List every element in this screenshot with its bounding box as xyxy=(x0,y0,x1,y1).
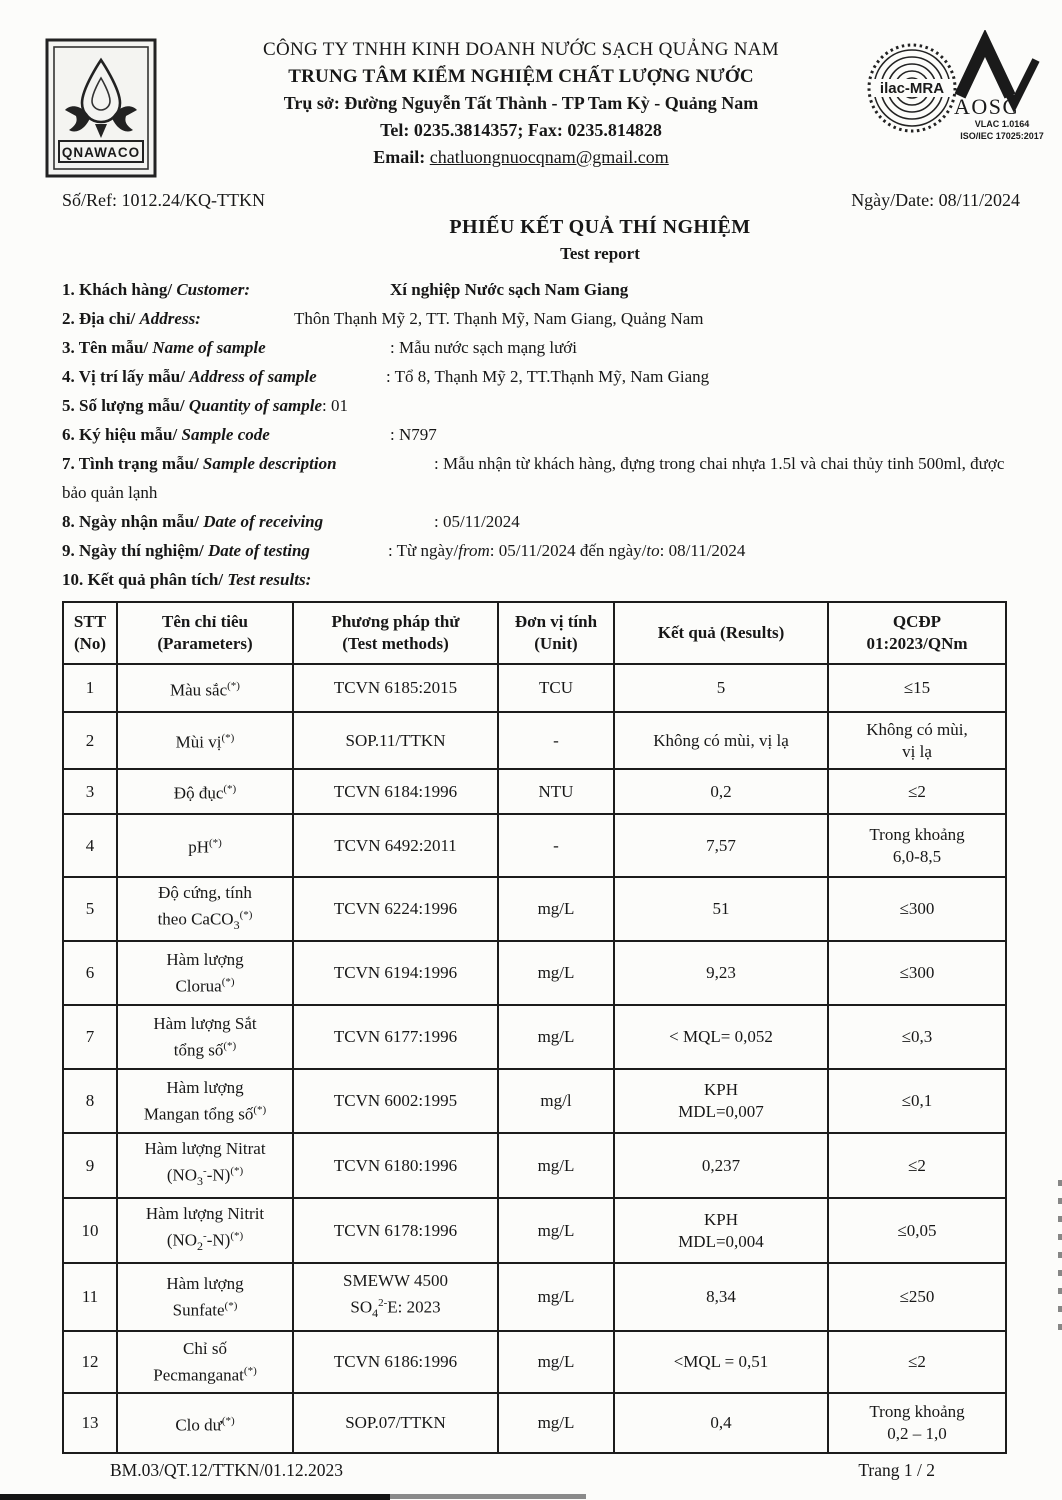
info-value: : Tổ 8, Thạnh Mỹ 2, TT.Thạnh Mỹ, Nam Giang xyxy=(386,367,710,386)
column-header: STT (No) xyxy=(63,602,117,664)
table-cell: TCVN 6224:1996 xyxy=(293,877,498,941)
table-cell: <MQL = 0,51 xyxy=(614,1331,828,1393)
table-cell: KPH MDL=0,004 xyxy=(614,1198,828,1263)
info-label-en: Date of receiving xyxy=(203,512,324,531)
aosc-vlac-text: VLAC 1.0164 xyxy=(974,119,1030,129)
table-cell: TCVN 6185:2015 xyxy=(293,664,498,712)
table-cell: ≤0,05 xyxy=(828,1198,1006,1263)
table-cell: 1 xyxy=(63,664,117,712)
table-row xyxy=(63,1263,1006,1331)
table-cell: Mùi vị(*) xyxy=(117,712,293,769)
info-label-vi: 9. Ngày thí nghiệm/ xyxy=(62,541,204,560)
tel-fax-line: Tel: 0235.3814357; Fax: 0235.814828 xyxy=(380,120,662,140)
table-cell: mg/L xyxy=(498,1263,614,1331)
info-quantity xyxy=(62,391,1020,420)
info-label-vi: 10. Kết quả phân tích/ xyxy=(62,570,224,589)
table-cell: mg/L xyxy=(498,1133,614,1198)
table-cell: mg/l xyxy=(498,1069,614,1133)
table-cell: Clo dư(*) xyxy=(117,1393,293,1453)
table-cell: - xyxy=(498,712,614,769)
table-cell: 10 xyxy=(63,1198,117,1263)
title-block xyxy=(62,213,1020,267)
table-cell: 8,34 xyxy=(614,1263,828,1331)
reference-row xyxy=(62,190,1020,211)
table-cell: 2 xyxy=(63,712,117,769)
table-cell: Chỉ số Pecmanganat(*) xyxy=(117,1331,293,1393)
info-date-testing xyxy=(62,536,1020,565)
table-cell: Không có mùi, vị lạ xyxy=(614,712,828,769)
table-cell: mg/L xyxy=(498,1393,614,1453)
ref-number: Số/Ref: 1012.24/KQ-TTKN xyxy=(62,190,265,210)
table-cell: ≤2 xyxy=(828,1133,1006,1198)
table-cell: TCVN 6177:1996 xyxy=(293,1005,498,1069)
table-cell: mg/L xyxy=(498,1198,614,1263)
table-cell: ≤0,1 xyxy=(828,1069,1006,1133)
table-row xyxy=(63,1133,1006,1198)
column-header: Phương pháp thử (Test methods) xyxy=(293,602,498,664)
info-address xyxy=(62,304,1020,333)
table-cell: KPH MDL=0,007 xyxy=(614,1069,828,1133)
table-cell: ≤15 xyxy=(828,664,1006,712)
aosc-logo xyxy=(952,30,1044,148)
info-label-vi: 4. Vị trí lấy mẫu/ xyxy=(62,367,185,386)
table-cell: 13 xyxy=(63,1393,117,1453)
table-cell: TCU xyxy=(498,664,614,712)
table-cell: SMEWW 4500 $SO_4^{2-}E$: 2023 xyxy=(293,1263,498,1331)
info-label-vi: 5. Số lượng mẫu/ xyxy=(62,396,185,415)
info-value: : Từ ngày/from: 05/11/2024 đến ngày/to: 08/11/2024 xyxy=(388,541,746,560)
info-customer xyxy=(62,275,1020,304)
table-cell: Màu sắc(*) xyxy=(117,664,293,712)
table-cell: ≤300 xyxy=(828,877,1006,941)
table-row xyxy=(63,712,1006,769)
table-cell: Hàm lượng Sunfate(*) xyxy=(117,1263,293,1331)
table-cell: TCVN 6002:1995 xyxy=(293,1069,498,1133)
table-cell: Độ đục(*) xyxy=(117,769,293,814)
scan-artifact-edge-marks xyxy=(1058,1180,1062,1335)
table-row xyxy=(63,814,1006,877)
table-cell: 5 xyxy=(614,664,828,712)
info-sample-code xyxy=(62,420,1020,449)
table-cell: TCVN 6186:1996 xyxy=(293,1331,498,1393)
table-cell: mg/L xyxy=(498,941,614,1005)
column-header: Kết quả (Results) xyxy=(614,602,828,664)
table-cell: TCVN 6194:1996 xyxy=(293,941,498,1005)
table-cell: - xyxy=(498,814,614,877)
table-cell: ≤2 xyxy=(828,769,1006,814)
table-cell: Hàm lượng Nitrit $(NO_2^--N)^{(*)}$ xyxy=(117,1198,293,1263)
form-code: BM.03/QT.12/TTKN/01.12.2023 xyxy=(110,1460,344,1480)
table-row xyxy=(63,769,1006,814)
aosc-iso-text: ISO/IEC 17025:2017 xyxy=(960,131,1044,141)
info-label-en: Address of sample xyxy=(189,367,317,386)
info-label-en: Customer: xyxy=(176,280,250,299)
info-label-en: Date of testing xyxy=(207,541,310,560)
table-cell: 9 xyxy=(63,1133,117,1198)
table-row xyxy=(63,664,1006,712)
table-cell: Hàm lượng Nitrat $(NO_3^--N)^{(*)}$ xyxy=(117,1133,293,1198)
table-cell: 6 xyxy=(63,941,117,1005)
table-cell: 12 xyxy=(63,1331,117,1393)
table-cell: 7,57 xyxy=(614,814,828,877)
table-row xyxy=(63,1069,1006,1133)
column-header: QCĐP 01:2023/QNm xyxy=(828,602,1006,664)
info-label-vi: 8. Ngày nhận mẫu/ xyxy=(62,512,199,531)
info-value: : N797 xyxy=(390,425,437,444)
email-address: chatluongnuocqnam@gmail.com xyxy=(429,147,669,167)
qnawaco-logo-text: QNAWACO xyxy=(61,145,141,160)
table-cell: NTU xyxy=(498,769,614,814)
table-cell: TCVN 6180:1996 xyxy=(293,1133,498,1198)
table-cell: 4 xyxy=(63,814,117,877)
scan-artifact-bar xyxy=(0,1494,390,1500)
document-body xyxy=(62,190,1020,1481)
table-cell: 9,23 xyxy=(614,941,828,1005)
info-date-receiving xyxy=(62,507,1020,536)
table-row xyxy=(63,877,1006,941)
info-sample-name xyxy=(62,333,1020,362)
table-cell: SOP.07/TTKN xyxy=(293,1393,498,1453)
table-cell: SOP.11/TTKN xyxy=(293,712,498,769)
scan-artifact-bar-gray xyxy=(390,1494,586,1499)
aosc-text: AOSC xyxy=(954,94,1019,119)
address-line: Trụ sở: Đường Nguyễn Tất Thành - TP Tam Kỳ - Quảng Nam xyxy=(283,93,759,113)
info-label-en: Address: xyxy=(139,309,201,328)
letterhead xyxy=(168,36,874,171)
results-table xyxy=(62,601,1007,1454)
table-cell: Độ cứng, tính theo CaCO$_3$(*) xyxy=(117,877,293,941)
info-test-results-heading xyxy=(62,565,1020,594)
info-value: : Mẫu nhận từ khách hàng, đựng trong chai nhựa 1.5l và chai thủy tinh 500ml, được bảo quản lạnh xyxy=(62,454,1005,502)
table-cell: Không có mùi, vị lạ xyxy=(828,712,1006,769)
info-label-en: Quantity of sample xyxy=(188,396,323,415)
table-row xyxy=(63,1005,1006,1069)
info-sample-description xyxy=(62,449,1020,507)
email-label: Email: xyxy=(373,147,426,167)
info-value: : 05/11/2024 xyxy=(434,512,520,531)
ilac-mra-icon xyxy=(866,40,958,136)
info-label-vi: 6. Ký hiệu mẫu/ xyxy=(62,425,178,444)
table-cell: Trong khoảng 6,0-8,5 xyxy=(828,814,1006,877)
ilac-mra-text: ilac-MRA xyxy=(879,80,945,97)
table-cell: ≤2 xyxy=(828,1331,1006,1393)
table-cell: Hàm lượng Clorua(*) xyxy=(117,941,293,1005)
info-label-vi: 2. Địa chỉ/ xyxy=(62,309,136,328)
table-cell: mg/L xyxy=(498,1005,614,1069)
table-cell: < MQL= 0,052 xyxy=(614,1005,828,1069)
table-cell: Hàm lượng Mangan tổng số(*) xyxy=(117,1069,293,1133)
table-row xyxy=(63,1331,1006,1393)
table-cell: 3 xyxy=(63,769,117,814)
table-row xyxy=(63,1198,1006,1263)
sample-info xyxy=(62,275,1020,594)
table-cell: TCVN 6184:1996 xyxy=(293,769,498,814)
table-cell: 0,2 xyxy=(614,769,828,814)
info-value: : Mẫu nước sạch mạng lưới xyxy=(390,338,578,357)
table-cell: Hàm lượng Sắt tổng số(*) xyxy=(117,1005,293,1069)
info-label-vi: 3. Tên mẫu/ xyxy=(62,338,149,357)
info-value: Xí nghiệp Nước sạch Nam Giang xyxy=(390,280,629,299)
table-cell: ≤300 xyxy=(828,941,1006,1005)
info-sample-address xyxy=(62,362,1020,391)
table-cell: Trong khoảng 0,2 – 1,0 xyxy=(828,1393,1006,1453)
table-cell: 11 xyxy=(63,1263,117,1331)
table-cell: 7 xyxy=(63,1005,117,1069)
page-number: Trang 1 / 2 xyxy=(858,1460,935,1480)
table-cell: TCVN 6492:2011 xyxy=(293,814,498,877)
qnawaco-logo xyxy=(45,38,157,178)
info-label-en: Sample code xyxy=(181,425,270,444)
ref-date: Ngày/Date: 08/11/2024 xyxy=(851,190,1020,210)
table-cell: ≤250 xyxy=(828,1263,1006,1331)
table-cell: mg/L xyxy=(498,1331,614,1393)
center-name: TRUNG TÂM KIỂM NGHIỆM CHẤT LƯỢNG NƯỚC xyxy=(288,66,754,87)
column-header: Tên chỉ tiêu (Parameters) xyxy=(117,602,293,664)
table-cell: pH(*) xyxy=(117,814,293,877)
table-cell: mg/L xyxy=(498,877,614,941)
info-label-vi: 1. Khách hàng/ xyxy=(62,280,173,299)
table-row xyxy=(63,1393,1006,1453)
ilac-mra-logo xyxy=(866,40,958,136)
table-cell: 0,237 xyxy=(614,1133,828,1198)
info-label-vi: 7. Tình trạng mẫu/ xyxy=(62,454,199,473)
table-cell: 0,4 xyxy=(614,1393,828,1453)
table-cell: TCVN 6178:1996 xyxy=(293,1198,498,1263)
page-title: PHIẾU KẾT QUẢ THÍ NGHIỆM xyxy=(449,216,751,238)
aosc-icon xyxy=(952,30,1044,148)
email-line xyxy=(168,144,874,171)
info-label-en: Sample description xyxy=(202,454,337,473)
table-cell: 5 xyxy=(63,877,117,941)
qnawaco-stamp-icon xyxy=(45,38,157,178)
table-header-row xyxy=(63,602,1006,664)
column-header: Đơn vị tính (Unit) xyxy=(498,602,614,664)
page-footer xyxy=(62,1460,1020,1481)
table-cell: ≤0,3 xyxy=(828,1005,1006,1069)
info-label-en: Test results: xyxy=(227,570,312,589)
table-cell: 8 xyxy=(63,1069,117,1133)
company-name: CÔNG TY TNHH KINH DOANH NƯỚC SẠCH QUẢNG NAM xyxy=(262,39,780,60)
table-cell: 51 xyxy=(614,877,828,941)
info-value: Thôn Thạnh Mỹ 2, TT. Thạnh Mỹ, Nam Giang, Quảng Nam xyxy=(294,309,704,328)
table-row xyxy=(63,941,1006,1005)
info-label-en: Name of sample xyxy=(152,338,266,357)
page-subtitle: Test report xyxy=(560,244,640,263)
info-value: : 01 xyxy=(322,396,348,415)
